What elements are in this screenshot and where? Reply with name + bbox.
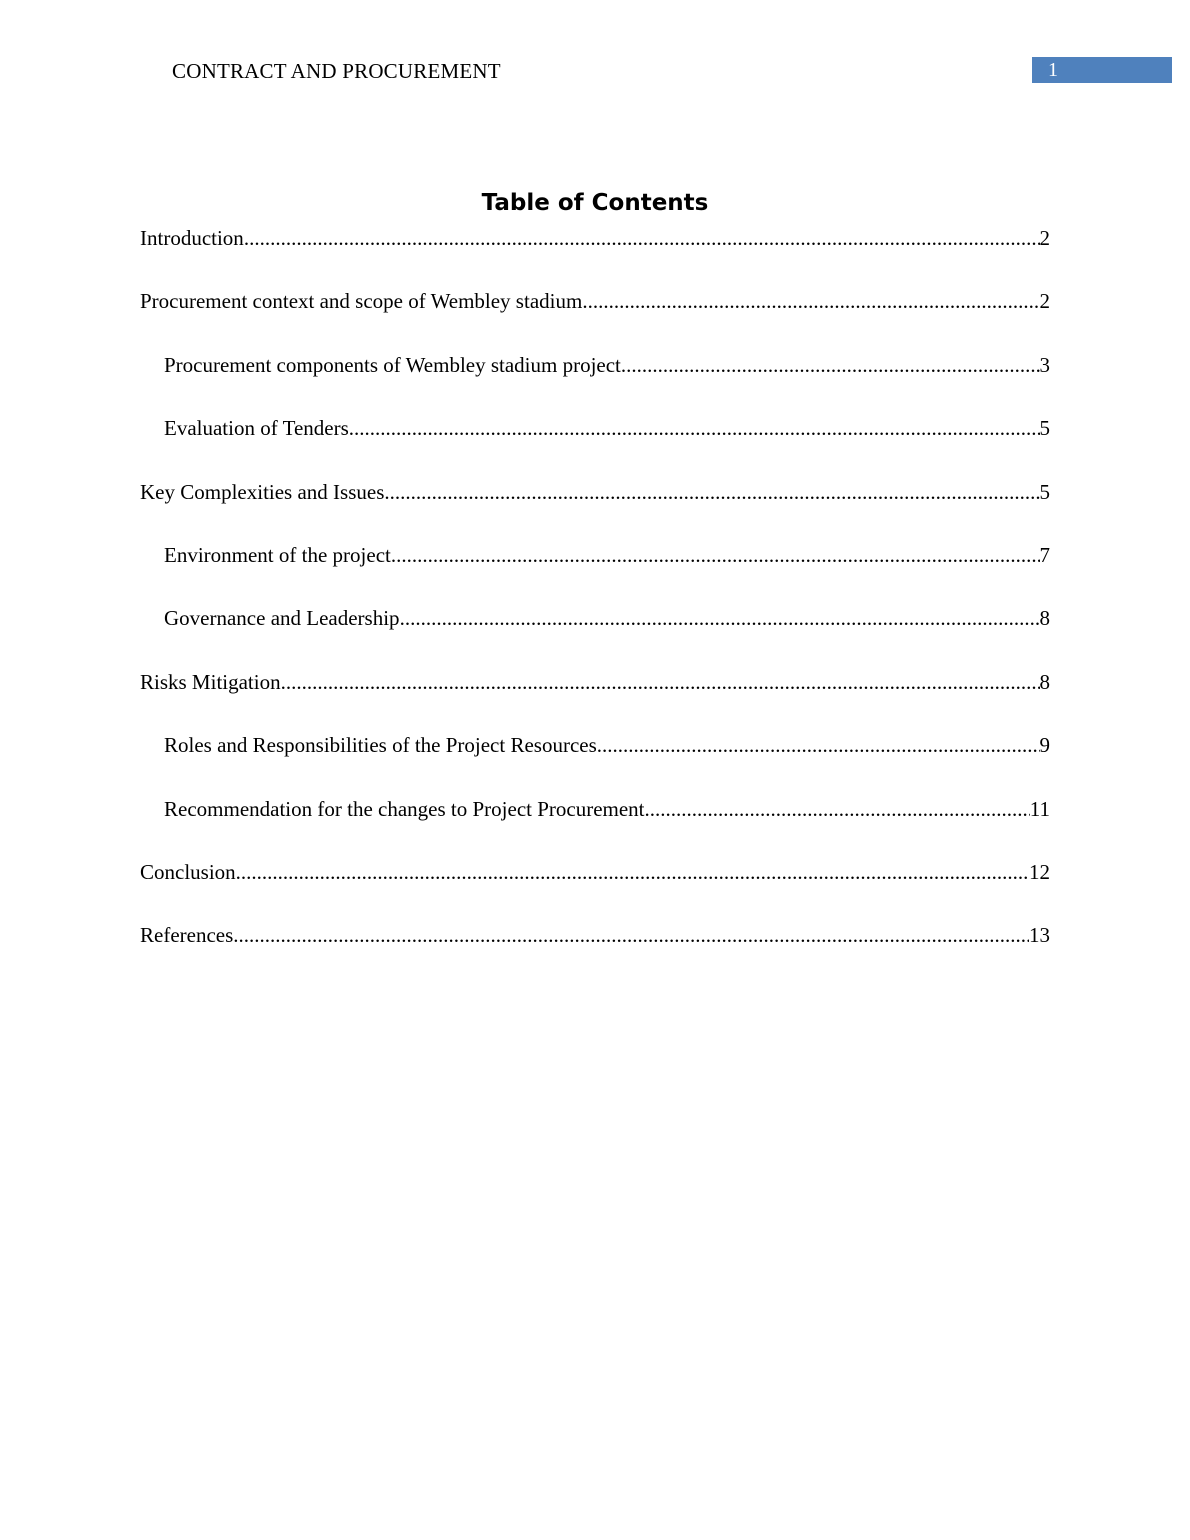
toc-entry-page: 13 <box>1029 923 1050 948</box>
page-number-box <box>1032 57 1172 83</box>
toc-entry-procurement-components[interactable] <box>140 347 1050 410</box>
toc-entry-label: Conclusion <box>140 859 236 884</box>
dot-leader <box>236 854 1029 890</box>
toc-entry-label: Roles and Responsibilities of the Project Resources <box>164 733 597 758</box>
toc-entry-label: Environment of the project <box>164 542 391 567</box>
toc-entry-label: Governance and Leadership <box>164 606 400 631</box>
toc-entry-page: 7 <box>1039 542 1050 567</box>
dot-leader <box>233 917 1029 953</box>
page-number: 1 <box>1048 59 1058 81</box>
toc-entry-recommendation[interactable] <box>140 791 1050 854</box>
toc-entry-label: Procurement context and scope of Wembley stadium <box>140 289 583 314</box>
toc-entry-references[interactable] <box>140 917 1050 980</box>
toc-entry-procurement-context[interactable] <box>140 283 1050 346</box>
toc-entry-environment[interactable] <box>140 537 1050 600</box>
toc-entry-page: 2 <box>1039 226 1050 250</box>
toc-entry-page: 11 <box>1029 796 1050 821</box>
toc-entry-introduction[interactable] <box>140 220 1050 283</box>
dot-leader <box>391 537 1040 573</box>
dot-leader <box>400 600 1040 636</box>
dot-leader <box>244 220 1040 256</box>
toc-entry-label: Recommendation for the changes to Project Procurement <box>164 796 645 821</box>
toc-entry-page: 5 <box>1039 416 1050 441</box>
toc-entry-label: Evaluation of Tenders <box>164 416 349 441</box>
toc-entry-governance[interactable] <box>140 600 1050 663</box>
dot-leader <box>645 791 1030 827</box>
toc-entry-page: 2 <box>1039 289 1050 314</box>
toc-heading: Table of Contents <box>481 190 709 216</box>
toc-entry-risks-mitigation[interactable] <box>140 664 1050 727</box>
dot-leader <box>281 664 1040 700</box>
toc-entry-label: Key Complexities and Issues <box>140 479 385 504</box>
toc-entry-label: Introduction <box>140 226 244 250</box>
toc-entry-roles-responsibilities[interactable] <box>140 727 1050 790</box>
toc-entry-key-complexities[interactable] <box>140 474 1050 537</box>
running-head-title: CONTRACT AND PROCUREMENT <box>172 59 501 83</box>
toc-entry-conclusion[interactable] <box>140 854 1050 917</box>
toc-entry-page: 5 <box>1039 479 1050 504</box>
toc-entry-page: 8 <box>1039 606 1050 631</box>
toc-entry-page: 3 <box>1039 352 1050 377</box>
toc-entry-page: 12 <box>1029 859 1050 884</box>
table-of-contents <box>140 220 1050 981</box>
dot-leader <box>582 283 1039 319</box>
dot-leader <box>597 727 1040 763</box>
dot-leader <box>384 474 1039 510</box>
toc-entry-evaluation-of-tenders[interactable] <box>140 410 1050 473</box>
toc-entry-page: 8 <box>1039 669 1050 694</box>
toc-entry-label: References <box>140 923 234 948</box>
toc-entry-label: Procurement components of Wembley stadium project <box>164 352 621 377</box>
dot-leader <box>349 410 1040 446</box>
toc-entry-page: 9 <box>1039 733 1050 758</box>
dot-leader <box>621 347 1040 383</box>
toc-entry-label: Risks Mitigation <box>140 669 281 694</box>
